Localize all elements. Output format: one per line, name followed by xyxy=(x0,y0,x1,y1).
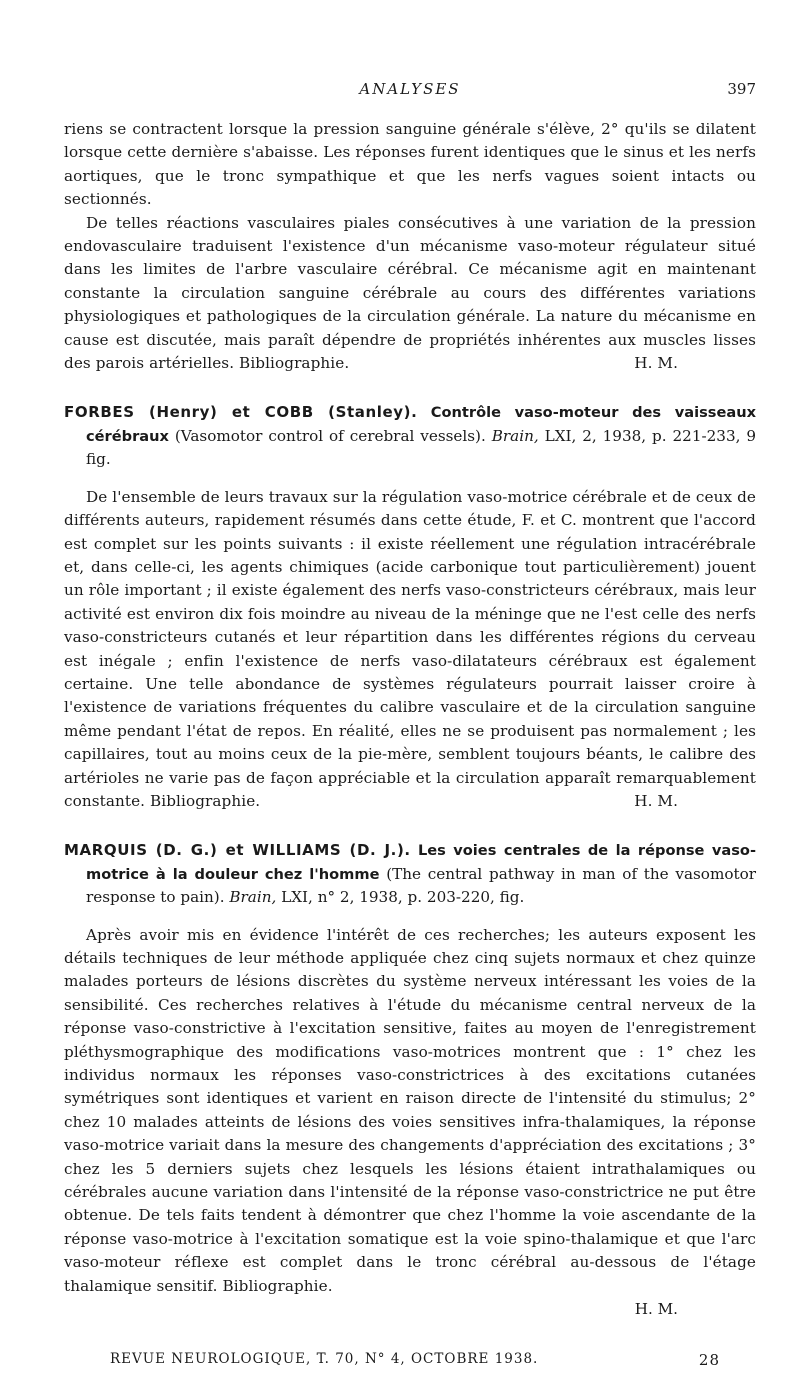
entry-1-signature: H. M. xyxy=(634,791,678,810)
entry-2-journal: Brain, xyxy=(229,888,277,907)
entry-1-abstract-text: De l'ensemble de leurs travaux sur la régulation vaso-motrice cérébrale et de ceux de différents auteurs, rapidement résumés dans cette étude, F. et C. montrent que l'accord est complet sur les points suivants : il existe réellement une régulation intracérébrale et, dans celle-ci, les agents chimiques (acide carbonique tout particulièrement) jouent un rôle important ; il existe également des nerfs vaso-constricteurs cérébraux, mais leur activité est environ dix fois moindre au niveau de la méninge que ne l'est celle des nerfs vaso-constricteurs cutanés et leur répartition dans les différentes régions du cerveau est inégale ; enfin l'existence de nerfs vaso-dilatateurs cérébraux est également certaine. Une telle abondance de systèmes régulateurs pourrait laisser croire à l'existence de variations fréquentes du calibre vasculaire et de la circulation sanguine même pendant l'état de repos. En réalité, elles ne se produisent pas normalement ; les capillaires, tout au moins ceux de la pie-mère, semblent toujours béants, le calibre des artérioles ne varie pas de façon appréciable et la circulation apparaît remarquablement constante. Bibliographie. xyxy=(64,487,757,810)
entry-2-abstract: Après avoir mis en évidence l'intérêt de ces recherches; les auteurs exposent les détails techniques de leur méthode appliquée chez cinq sujets normaux et chez quinze malades porteurs de lésions discrètes du système nerveux intéressant les voies de la sensibilité. Ces recherches relatives à l'étude du mécanisme central nerveux de la réponse vaso-constrictive à l'excitation sensitive, faites au moyen de l'enregistrement pléthysmographique des modifications vaso-motrices montrent que : 1° chez les individus normaux les réponses vaso-constrictrices à des excitations cutanées symétriques sont identiques et varient en raison directe de l'intensité du stimulus; 2° chez 10 malades atteints de lésions des voies sensitives infra-thalamiques, la réponse vaso-motrice variait dans la mesure des changements d'appréciation des excitations ; 3° chez les 5 derniers sujets chez lesquels les lésions étaient intrathalamiques ou cérébrales aucune variation dans l'intensité de la réponse vaso-constrictrice ne put être obtenue. De tels faits tendent à démontrer que chez l'homme la voie ascendante de la réponse vaso-motrice à l'excitation somatique est la voie spino-thalamique et que l'arc vaso-moteur réflexe est complet dans le tronc cérébral au-dessous de l'étage thalamique sensitif. Bibliographie. xyxy=(64,925,756,1295)
entry-1-heading xyxy=(64,401,756,471)
entry-1-translation: (Vasomotor control of cerebral vessels). xyxy=(174,426,486,445)
page-number: 397 xyxy=(727,80,756,98)
entry-2-translation: (The central pathway in man of the vasomotor response to pain). xyxy=(86,864,756,907)
entry-2-signature: H. M. xyxy=(634,1300,678,1319)
running-title: ANALYSES xyxy=(359,80,461,98)
entry-2-heading xyxy=(64,839,756,909)
footer-journal-info: REVUE NEUROLOGIQUE, T. 70, N° 4, OCTOBRE 1938. xyxy=(110,1351,539,1367)
entry-1-journal: Brain, xyxy=(491,426,539,445)
page-body xyxy=(64,118,756,1322)
intro-paragraph-1: riens se contractent lorsque la pression sanguine générale s'élève, 2° qu'ils se dilatent lorsque cette dernière s'abaisse. Les réponses furent identiques que le sinus et les nerfs aortiques, que le tronc sympathique et que les nerfs vagues soient intacts ou sectionnés. xyxy=(64,120,756,209)
entry-1-citation: LXI, 2, 1938, p. 221-233, 9 fig. xyxy=(86,426,757,469)
footer-number: 28 xyxy=(698,1351,720,1369)
entry-1-abstract xyxy=(64,486,756,814)
intro-paragraph-2 xyxy=(64,212,756,376)
running-head xyxy=(64,80,756,108)
entry-2-citation: LXI, n° 2, 1938, p. 203-220, fig. xyxy=(281,888,525,907)
entry-1-authors: FORBES (Henry) et COBB (Stanley). xyxy=(64,403,418,422)
entry-1-title: Contrôle vaso-moteur des vaisseaux cérébraux xyxy=(86,404,756,445)
entry-2-title: Les voies centrales de la réponse vaso-motrice à la douleur chez l'homme xyxy=(86,842,757,883)
entry-2-authors: MARQUIS (D. G.) et WILLIAMS (D. J.). xyxy=(64,841,411,860)
intro-signature: H. M. xyxy=(634,354,678,373)
intro-paragraph-2-text: De telles réactions vasculaires piales consécutives à une variation de la pression endovasculaire traduisent l'existence d'un mécanisme vaso-moteur régulateur situé dans les limites de l'arbre vasculaire cérébral. Ce mécanisme agit en maintenant constante la circulation sanguine cérébrale au cours des différentes variations physiologiques et pathologiques de la circulation générale. La nature du mécanisme en cause est discutée, mais paraît dépendre de propriétés inhérentes aux muscles lisses des parois artérielles. Bibliographie. xyxy=(64,213,756,373)
footer xyxy=(110,1351,720,1367)
